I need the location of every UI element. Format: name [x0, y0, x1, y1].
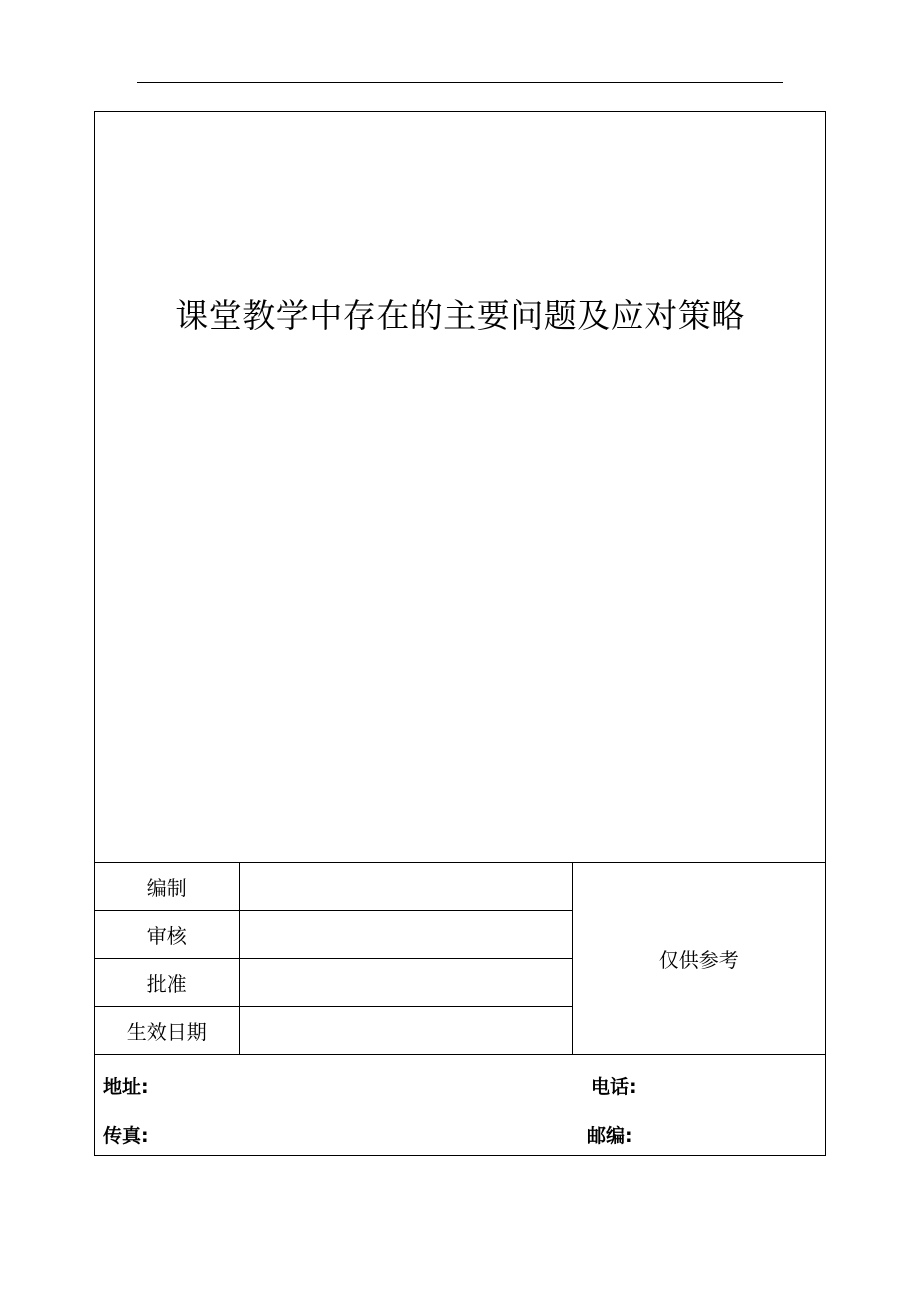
row-label-approved: 批准 [95, 959, 239, 1007]
document-title: 课堂教学中存在的主要问题及应对策略 [175, 296, 745, 335]
row-label-compiled: 编制 [95, 863, 239, 911]
fax-label: 传真: [103, 1125, 149, 1147]
phone-label: 电话: [591, 1076, 637, 1098]
header-rule [137, 82, 783, 83]
cover-frame [94, 111, 826, 1156]
reviewed-value-cell[interactable] [239, 911, 572, 959]
approved-value-cell[interactable] [239, 959, 572, 1007]
approval-table [95, 862, 825, 1055]
reference-note: 仅供参考 [572, 863, 825, 1055]
contact-section [95, 1058, 825, 1155]
address-label: 地址: [103, 1076, 149, 1098]
postcode-label: 邮编: [587, 1125, 633, 1147]
row-label-effective-date: 生效日期 [95, 1007, 239, 1055]
effective-date-value-cell[interactable] [239, 1007, 572, 1055]
table-row [95, 863, 825, 911]
compiled-value-cell[interactable] [239, 863, 572, 911]
row-label-reviewed: 审核 [95, 911, 239, 959]
